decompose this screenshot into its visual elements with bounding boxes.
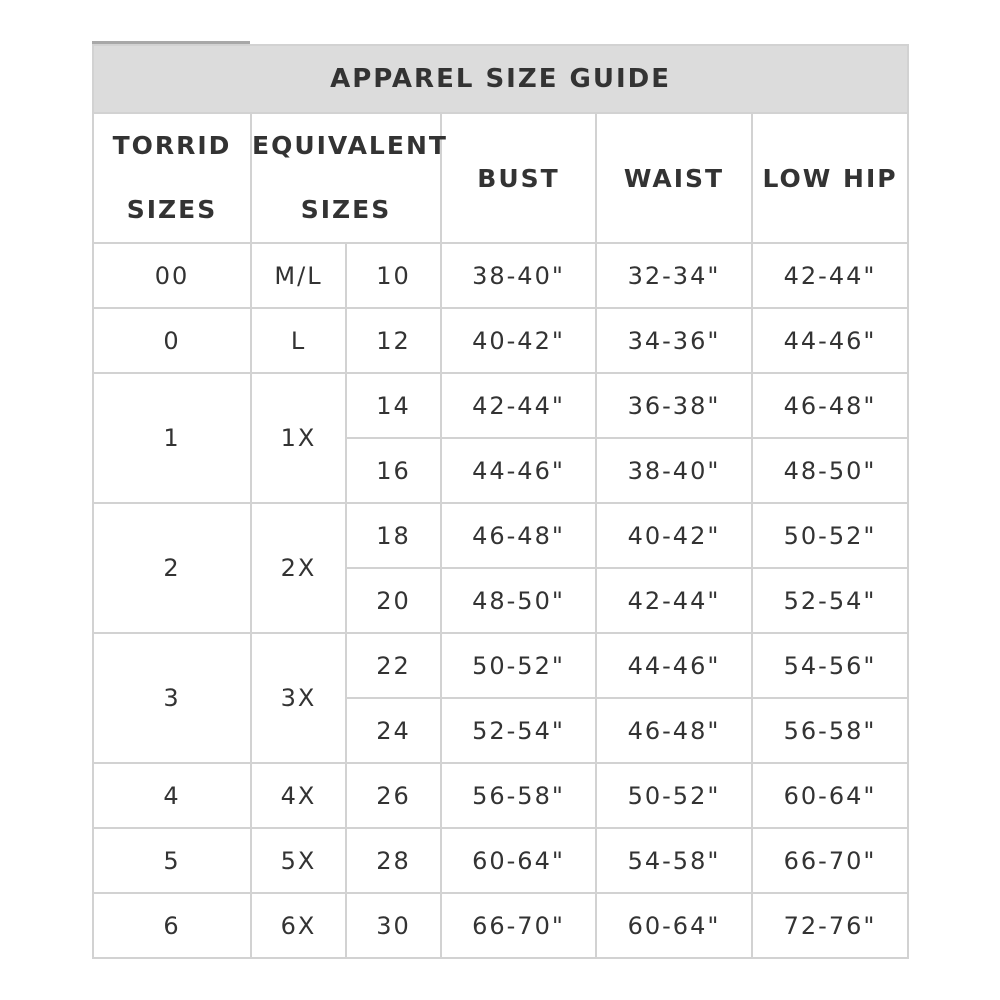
waist-cell: 60-64" <box>596 893 752 958</box>
letter-size-cell: M/L <box>251 243 346 308</box>
waist-cell: 32-34" <box>596 243 752 308</box>
numeric-size-cell: 26 <box>346 763 441 828</box>
low-hip-cell: 56-58" <box>752 698 908 763</box>
numeric-size-cell: 30 <box>346 893 441 958</box>
low-hip-cell: 46-48" <box>752 373 908 438</box>
torrid-size-cell: 00 <box>93 243 251 308</box>
torrid-size-cell: 3 <box>93 633 251 763</box>
header-low-hip: LOW HIP <box>752 113 908 243</box>
low-hip-cell: 44-46" <box>752 308 908 373</box>
waist-cell: 40-42" <box>596 503 752 568</box>
numeric-size-cell: 10 <box>346 243 441 308</box>
numeric-size-cell: 20 <box>346 568 441 633</box>
bust-cell: 44-46" <box>441 438 596 503</box>
bust-cell: 46-48" <box>441 503 596 568</box>
torrid-size-cell: 4 <box>93 763 251 828</box>
letter-size-cell: 6X <box>251 893 346 958</box>
waist-cell: 36-38" <box>596 373 752 438</box>
bust-cell: 50-52" <box>441 633 596 698</box>
table-row <box>93 828 908 893</box>
waist-cell: 54-58" <box>596 828 752 893</box>
torrid-size-cell: 1 <box>93 373 251 503</box>
numeric-size-cell: 14 <box>346 373 441 438</box>
header-torrid-line2: SIZES <box>126 195 218 224</box>
numeric-size-cell: 18 <box>346 503 441 568</box>
table-row <box>93 243 908 308</box>
torrid-size-cell: 6 <box>93 893 251 958</box>
numeric-size-cell: 24 <box>346 698 441 763</box>
table-row <box>93 503 908 568</box>
bust-cell: 40-42" <box>441 308 596 373</box>
torrid-size-cell: 5 <box>93 828 251 893</box>
header-equivalent-sizes <box>251 113 448 243</box>
low-hip-cell: 48-50" <box>752 438 908 503</box>
table-row <box>93 633 908 698</box>
numeric-size-cell: 12 <box>346 308 441 373</box>
low-hip-cell: 50-52" <box>752 503 908 568</box>
table-row <box>93 763 908 828</box>
header-bust: BUST <box>441 113 596 243</box>
letter-size-cell: 3X <box>251 633 346 763</box>
numeric-size-cell: 28 <box>346 828 441 893</box>
waist-cell: 50-52" <box>596 763 752 828</box>
low-hip-cell: 60-64" <box>752 763 908 828</box>
numeric-size-cell: 22 <box>346 633 441 698</box>
size-guide-table <box>92 44 909 959</box>
header-waist: WAIST <box>596 113 752 243</box>
header-torrid-line1: TORRID <box>112 131 232 160</box>
header-torrid-sizes <box>93 113 251 243</box>
bust-cell: 42-44" <box>441 373 596 438</box>
letter-size-cell: 5X <box>251 828 346 893</box>
table-row <box>93 893 908 958</box>
letter-size-cell: 2X <box>251 503 346 633</box>
torrid-size-cell: 2 <box>93 503 251 633</box>
waist-cell: 46-48" <box>596 698 752 763</box>
bust-cell: 52-54" <box>441 698 596 763</box>
bust-cell: 60-64" <box>441 828 596 893</box>
table-title: APPAREL SIZE GUIDE <box>93 45 908 113</box>
waist-cell: 34-36" <box>596 308 752 373</box>
table-row <box>93 373 908 438</box>
waist-cell: 38-40" <box>596 438 752 503</box>
header-equivalent-line2: SIZES <box>300 195 392 224</box>
header-row <box>93 113 908 243</box>
low-hip-cell: 66-70" <box>752 828 908 893</box>
table-row <box>93 308 908 373</box>
letter-size-cell: 4X <box>251 763 346 828</box>
header-equivalent-line1: EQUIVALENT <box>252 131 448 160</box>
low-hip-cell: 54-56" <box>752 633 908 698</box>
waist-cell: 44-46" <box>596 633 752 698</box>
letter-size-cell: 1X <box>251 373 346 503</box>
low-hip-cell: 72-76" <box>752 893 908 958</box>
bust-cell: 48-50" <box>441 568 596 633</box>
low-hip-cell: 52-54" <box>752 568 908 633</box>
bust-cell: 66-70" <box>441 893 596 958</box>
letter-size-cell: L <box>251 308 346 373</box>
low-hip-cell: 42-44" <box>752 243 908 308</box>
bust-cell: 56-58" <box>441 763 596 828</box>
torrid-size-cell: 0 <box>93 308 251 373</box>
waist-cell: 42-44" <box>596 568 752 633</box>
bust-cell: 38-40" <box>441 243 596 308</box>
title-row <box>93 45 908 113</box>
numeric-size-cell: 16 <box>346 438 441 503</box>
